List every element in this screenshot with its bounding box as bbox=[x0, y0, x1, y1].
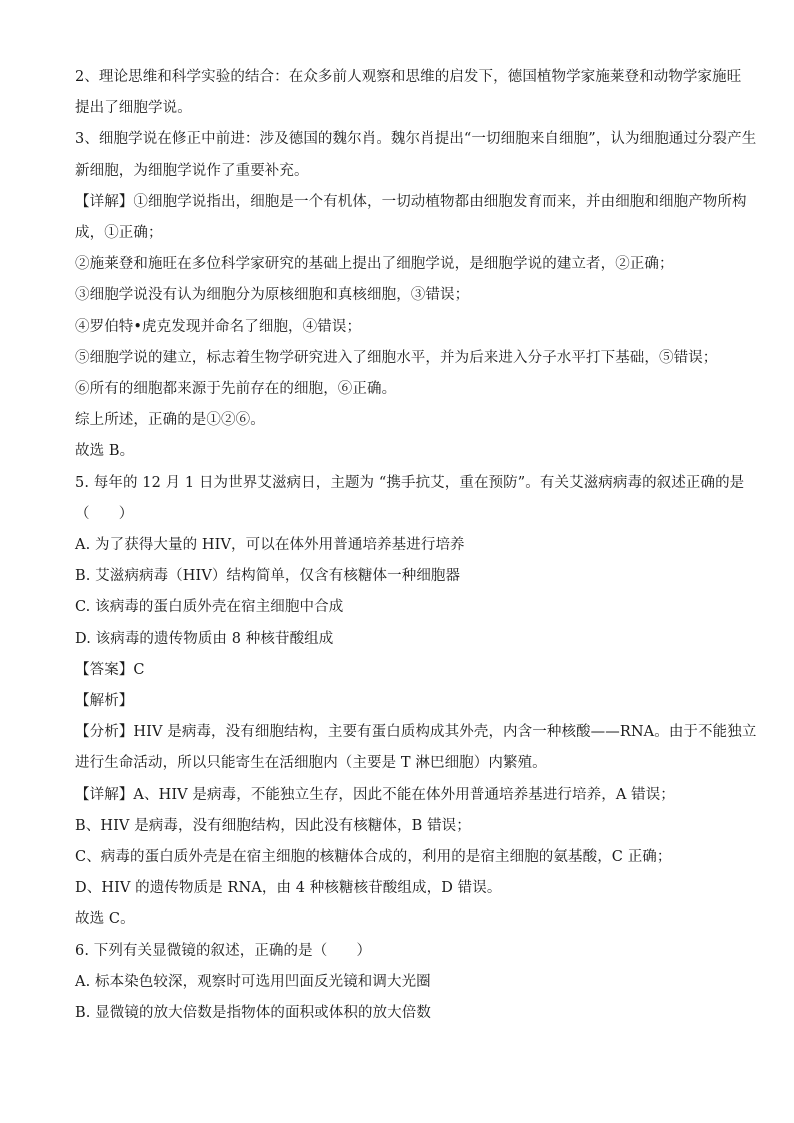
text-line: 综上所述，正确的是①②⑥。 bbox=[75, 412, 265, 429]
text-line: ③细胞学说没有认为细胞分为原核细胞和真核细胞，③错误； bbox=[75, 287, 470, 304]
text-line: B、HIV 是病毒，没有细胞结构，因此没有核糖体，B 错误； bbox=[75, 817, 471, 834]
text-line: 新细胞，为细胞学说作了重要补充。 bbox=[75, 162, 309, 179]
answer-line: 【答案】C bbox=[75, 661, 145, 678]
option-d: D. 该病毒的遗传物质由 8 种核苷酸组成 bbox=[75, 630, 334, 647]
text-line: 提出了细胞学说。 bbox=[75, 100, 192, 117]
text-line: ⑤细胞学说的建立，标志着生物学研究进入了细胞水平，并为后来进入分子水平打下基础，⑤错误； bbox=[75, 349, 718, 366]
text-line: ⑥所有的细胞都来源于先前存在的细胞，⑥正确。 bbox=[75, 381, 397, 398]
text-line: 【详解】A、HIV 是病毒，不能独立生存，因此不能在体外用普通培养基进行培养，A 错误； bbox=[75, 786, 675, 803]
option-b: B. 显微镜的放大倍数是指物体的面积或体积的放大倍数 bbox=[75, 1005, 431, 1022]
option-c: C. 该病毒的蛋白质外壳在宿主细胞中合成 bbox=[75, 599, 344, 616]
text-line: C、病毒的蛋白质外壳是在宿主细胞的核糖体合成的，利用的是宿主细胞的氨基酸，C 正确； bbox=[75, 849, 672, 866]
option-a: A. 为了获得大量的 HIV，可以在体外用普通培养基进行培养 bbox=[75, 537, 465, 554]
text-line: 成，①正确； bbox=[75, 225, 163, 242]
option-a: A. 标本染色较深，观察时可选用凹面反光镜和调大光圈 bbox=[75, 973, 431, 990]
question-stem: （ ） bbox=[75, 505, 134, 522]
text-line: 2、理论思维和科学实验的结合：在众多前人观察和思维的启发下，德国植物学家施莱登和动物学家施旺 bbox=[75, 69, 742, 85]
text-line: 进行生命活动，所以只能寄生在活细胞内（主要是 T 淋巴细胞）内繁殖。 bbox=[75, 755, 547, 772]
option-b: B. 艾滋病病毒（HIV）结构简单，仅含有核糖体一种细胞器 bbox=[75, 568, 461, 585]
analysis-heading: 【解析】 bbox=[75, 693, 134, 710]
question-stem: 6. 下列有关显微镜的叙述，正确的是（ ） bbox=[75, 942, 372, 959]
text-line: 故选 B。 bbox=[75, 443, 135, 460]
question-stem: 5. 每年的 12 月 1 日为世界艾滋病日，主题为 “携手抗艾，重在预防”。有关艾滋病病毒的叙述正确的是 bbox=[75, 474, 745, 491]
text-line: 3、细胞学说在修正中前进：涉及德国的魏尔肖。魏尔肖提出“一切细胞来自细胞”，认为细胞通过分裂产生 bbox=[75, 131, 757, 148]
text-line: 【分析】HIV 是病毒，没有细胞结构，主要有蛋白质构成其外壳，内含一种核酸——RNA。由于不能独立 bbox=[75, 724, 757, 741]
text-line: ④罗伯特•虎克发现并命名了细胞，④错误； bbox=[75, 318, 362, 335]
text-line: 故选 C。 bbox=[75, 911, 135, 928]
text-line: D、HIV 的遗传物质是 RNA，由 4 种核糖核苷酸组成，D 错误。 bbox=[75, 880, 502, 897]
document-page bbox=[75, 62, 757, 1029]
text-line: ②施莱登和施旺在多位科学家研究的基础上提出了细胞学说，是细胞学说的建立者，②正确； bbox=[75, 256, 674, 273]
text-line: 【详解】①细胞学说指出，细胞是一个有机体，一切动植物都由细胞发育而来，并由细胞和细胞产物所构 bbox=[75, 193, 747, 210]
